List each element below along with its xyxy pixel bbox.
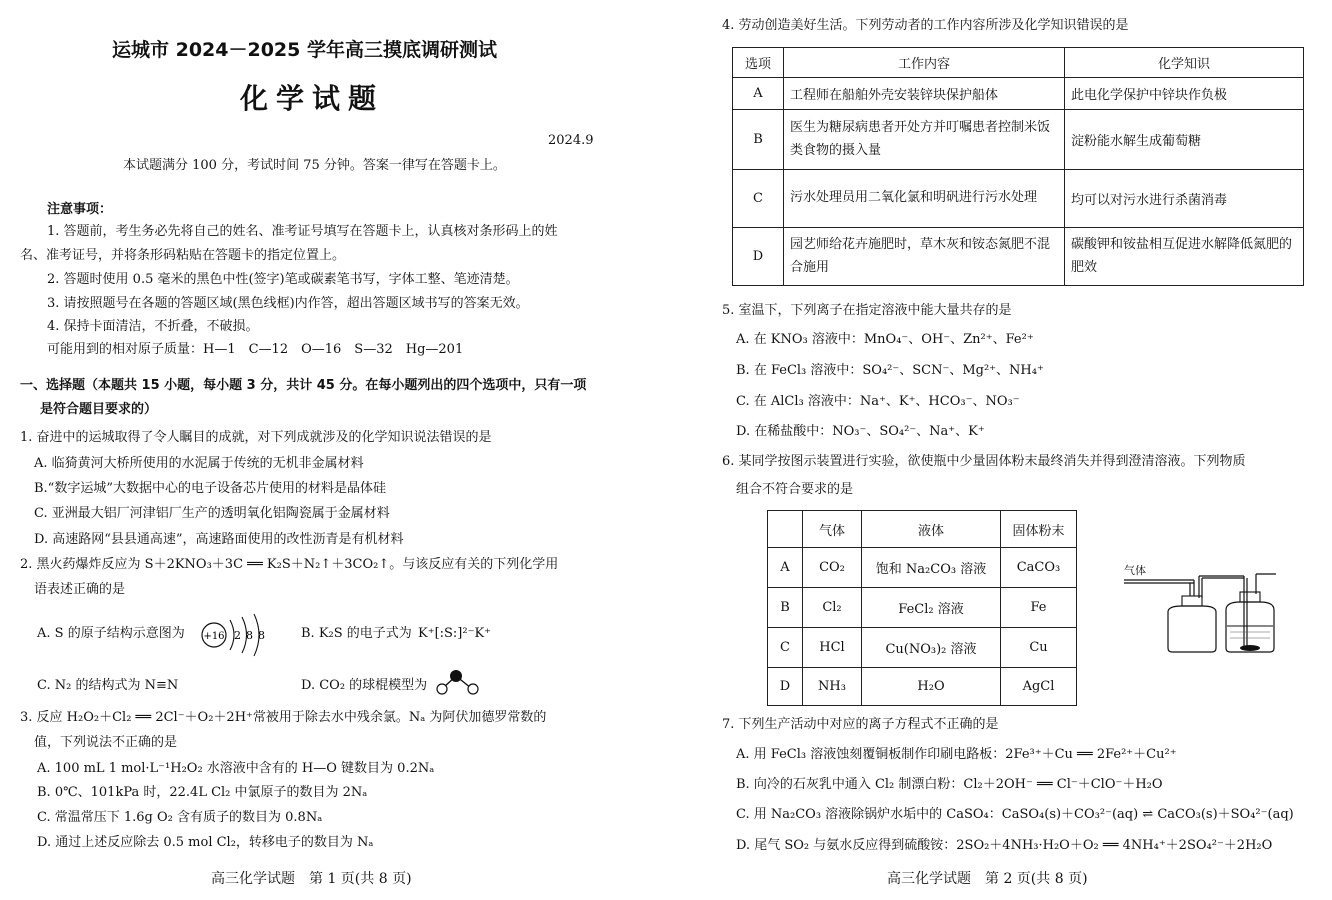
table-row bbox=[733, 78, 1304, 110]
q7-option-c: C. 用 Na₂CO₃ 溶液除锅炉水垢中的 CaSO₄：CaSO₄(s)＋CO₃²⁻(aq) ⇌ CaCO₃(s)＋SO₄²⁻(aq) bbox=[736, 807, 1294, 822]
gas-washing-apparatus-diagram bbox=[1116, 568, 1316, 668]
q5-option-d: D. 在稀盐酸中：NO₃⁻、SO₄²⁻、Na⁺、K⁺ bbox=[736, 424, 985, 439]
q4-table bbox=[732, 47, 1304, 286]
q5-stem: 5. 室温下，下列离子在指定溶液中能大量共存的是 bbox=[722, 303, 1012, 318]
q4-row-b-work: 医生为糖尿病患者开处方并叮嘱患者控制米饭类食物的摄入量 bbox=[784, 110, 1065, 170]
q6-row-d-liquid: H₂O bbox=[862, 668, 1001, 706]
exam-title: 运城市 2024－2025 学年高三摸底调研测试 bbox=[112, 39, 497, 61]
page-footer-left: 高三化学试题 第 1 页(共 8 页) bbox=[211, 871, 412, 887]
q5-option-c: C. 在 AlCl₃ 溶液中：Na⁺、K⁺、HCO₃⁻、NO₃⁻ bbox=[736, 394, 1020, 409]
q6-row-b-gas: Cl₂ bbox=[803, 588, 862, 628]
q6-header-liquid: 液体 bbox=[862, 511, 1001, 548]
q1-stem: 1. 奋进中的运城取得了令人瞩目的成就，对下列成就涉及的化学知识说法错误的是 bbox=[20, 430, 492, 445]
q4-row-c-option: C bbox=[733, 170, 784, 228]
q7-option-d: D. 尾气 SO₂ 与氨水反应得到硫酸铵：2SO₂＋4NH₃·H₂O＋O₂ ══ 4NH₄⁺＋2SO₄²⁻＋2H₂O bbox=[736, 838, 1273, 853]
q6-row-d-option: D bbox=[768, 668, 803, 706]
q4-row-d-option: D bbox=[733, 228, 784, 286]
q7-option-a: A. 用 FeCl₃ 溶液蚀刻覆铜板制作印刷电路板：2Fe³⁺＋Cu ══ 2Fe²⁺＋Cu²⁺ bbox=[736, 747, 1177, 762]
q2-stem: 2. 黑火药爆炸反应为 S＋2KNO₃＋3C ══ K₂S＋N₂↑＋3CO₂↑。与该反应有关的下列化学用 bbox=[20, 557, 559, 572]
q4-row-a-knowledge: 此电化学保护中锌块作负极 bbox=[1065, 78, 1304, 110]
q6-row-a-liquid: 饱和 Na₂CO₃ 溶液 bbox=[862, 548, 1001, 588]
q6-row-b-solid: Fe bbox=[1001, 588, 1077, 628]
q6-row-a-solid: CaCO₃ bbox=[1001, 548, 1077, 588]
q2-option-c: C. N₂ 的结构式为 N≡N bbox=[37, 678, 179, 693]
sulfur-atom-structure-diagram bbox=[198, 614, 268, 658]
co2-ball-stick-model bbox=[436, 668, 482, 698]
q6-row-d-gas: NH₃ bbox=[803, 668, 862, 706]
q4-header-option: 选项 bbox=[733, 48, 784, 78]
q4-header-knowledge: 化学知识 bbox=[1065, 48, 1304, 78]
q1-option-d: D. 高速路网“县县通高速”，高速路面使用的改性沥青是有机材料 bbox=[34, 532, 404, 547]
q6-row-b-liquid: FeCl₂ 溶液 bbox=[862, 588, 1001, 628]
q6-header-solid: 固体粉末 bbox=[1001, 511, 1077, 548]
apparatus-gas-label: 气体 bbox=[1124, 564, 1146, 577]
notes-heading: 注意事项： bbox=[47, 202, 113, 217]
q6-row-c-liquid: Cu(NO₃)₂ 溶液 bbox=[862, 628, 1001, 668]
exam-date: 2024.9 bbox=[548, 133, 594, 148]
table-row bbox=[733, 110, 1304, 170]
q4-row-a-option: A bbox=[733, 78, 784, 110]
q6-row-c-gas: HCl bbox=[803, 628, 862, 668]
q2-option-b: B. K₂S 的电子式为 bbox=[301, 626, 412, 641]
q3-option-b: B. 0℃、101kPa 时，22.4L Cl₂ 中氯原子的数目为 2Nₐ bbox=[37, 785, 368, 800]
exam-intro: 本试题满分 100 分，考试时间 75 分钟。答案一律写在答题卡上。 bbox=[123, 158, 506, 173]
table-row bbox=[768, 628, 1077, 668]
q3-option-d: D. 通过上述反应除去 0.5 mol Cl₂，转移电子的数目为 Nₐ bbox=[37, 835, 374, 850]
shell-3: 8 bbox=[258, 629, 265, 642]
q6-stem: 6. 某同学按图示装置进行实验，欲使瓶中少量固体粉末最终消失并得到澄清溶液。下列物质 bbox=[722, 454, 1246, 469]
q4-row-d-work: 园艺师给花卉施肥时，草木灰和铵态氮肥不混合施用 bbox=[784, 228, 1065, 286]
note-2: 2. 答题时使用 0.5 毫米的黑色中性(签字)笔或碳素笔书写，字体工整、笔迹清楚。 bbox=[47, 272, 519, 287]
note-4: 4. 保持卡面清洁，不折叠，不破损。 bbox=[47, 319, 259, 334]
section1-heading: 一、选择题（本题共 15 小题，每小题 3 分，共计 45 分。在每小题列出的四个选项中，只有一项 bbox=[20, 378, 587, 393]
q1-option-b: B.“数字运城”大数据中心的电子设备芯片使用的材料是晶体硅 bbox=[34, 481, 386, 496]
table-row bbox=[768, 588, 1077, 628]
q6-row-a-gas: CO₂ bbox=[803, 548, 862, 588]
q7-stem: 7. 下列生产活动中对应的离子方程式不正确的是 bbox=[722, 717, 999, 732]
q2-option-d: D. CO₂ 的球棍模型为 bbox=[301, 678, 428, 693]
q4-row-c-knowledge: 均可以对污水进行杀菌消毒 bbox=[1065, 170, 1304, 228]
q6-row-b-option: B bbox=[768, 588, 803, 628]
table-row bbox=[768, 548, 1077, 588]
q1-option-c: C. 亚洲最大铝厂河津铝厂生产的透明氧化铝陶瓷属于金属材料 bbox=[34, 506, 390, 521]
q2-option-a: A. S 的原子结构示意图为 bbox=[37, 626, 185, 641]
note-3: 3. 请按照题号在各题的答题区域(黑色线框)内作答，超出答题区域书写的答案无效。 bbox=[47, 296, 529, 311]
q7-option-b: B. 向冷的石灰乳中通入 Cl₂ 制漂白粉：Cl₂＋2OH⁻ ══ Cl⁻＋ClO⁻＋H₂O bbox=[736, 777, 1163, 792]
subject-title: 化学试题 bbox=[240, 82, 385, 115]
q4-row-d-knowledge: 碳酸钾和铵盐相互促进水解降低氮肥的肥效 bbox=[1065, 228, 1304, 286]
k2s-electron-formula: K⁺[:S:]²⁻K⁺ bbox=[418, 626, 492, 641]
q4-stem: 4. 劳动创造美好生活。下列劳动者的工作内容所涉及化学知识错误的是 bbox=[722, 18, 1129, 33]
shell-1: 2 bbox=[234, 629, 241, 642]
q2-stem-cont: 语表述正确的是 bbox=[34, 582, 126, 597]
q6-header-blank bbox=[768, 511, 803, 548]
q4-row-b-knowledge: 淀粉能水解生成葡萄糖 bbox=[1065, 110, 1304, 170]
shell-2: 8 bbox=[246, 629, 253, 642]
note-1b: 名、准考证号，并将条形码粘贴在答题卡的指定位置上。 bbox=[20, 248, 346, 263]
q5-option-b: B. 在 FeCl₃ 溶液中：SO₄²⁻、SCN⁻、Mg²⁺、NH₄⁺ bbox=[736, 363, 1044, 378]
q6-header-row bbox=[768, 511, 1077, 548]
table-row bbox=[768, 668, 1077, 706]
q6-table bbox=[767, 510, 1077, 706]
q3-stem: 3. 反应 H₂O₂＋Cl₂ ══ 2Cl⁻＋O₂＋2H⁺常被用于除去水中残余氯。Nₐ 为阿伏加德罗常数的 bbox=[20, 710, 547, 725]
q3-option-a: A. 100 mL 1 mol·L⁻¹H₂O₂ 水溶液中含有的 H—O 键数目为 0.2Nₐ bbox=[37, 761, 435, 776]
q6-row-c-option: C bbox=[768, 628, 803, 668]
q4-row-b-option: B bbox=[733, 110, 784, 170]
table-row bbox=[733, 228, 1304, 286]
q5-option-a: A. 在 KNO₃ 溶液中：MnO₄⁻、OH⁻、Zn²⁺、Fe²⁺ bbox=[736, 332, 1034, 347]
q4-header-row bbox=[733, 48, 1304, 78]
q3-option-c: C. 常温常压下 1.6g O₂ 含有质子的数目为 0.8Nₐ bbox=[37, 810, 323, 825]
page-footer-right: 高三化学试题 第 2 页(共 8 页) bbox=[887, 871, 1088, 887]
q1-option-a: A. 临猗黄河大桥所使用的水泥属于传统的无机非金属材料 bbox=[34, 456, 364, 471]
q6-header-gas: 气体 bbox=[803, 511, 862, 548]
q6-row-d-solid: AgCl bbox=[1001, 668, 1077, 706]
q6-row-a-option: A bbox=[768, 548, 803, 588]
note-1a: 1. 答题前，考生务必先将自己的姓名、准考证号填写在答题卡上，认真核对条形码上的姓 bbox=[47, 224, 558, 239]
atomic-masses: 可能用到的相对原子质量：H—1 C—12 O—16 S—32 Hg—201 bbox=[47, 342, 464, 357]
q3-stem-cont: 值，下列说法不正确的是 bbox=[34, 735, 178, 750]
q6-row-c-solid: Cu bbox=[1001, 628, 1077, 668]
page-right bbox=[666, 0, 1332, 900]
q6-stem-cont: 组合不符合要求的是 bbox=[736, 482, 854, 497]
q4-row-c-work: 污水处理员用二氧化氯和明矾进行污水处理 bbox=[784, 170, 1065, 228]
nucleus-charge: +16 bbox=[203, 631, 225, 642]
q4-header-work: 工作内容 bbox=[784, 48, 1065, 78]
section1-heading-cont: 是符合题目要求的） bbox=[40, 402, 158, 417]
table-row bbox=[733, 170, 1304, 228]
q4-row-a-work: 工程师在船舶外壳安装锌块保护船体 bbox=[784, 78, 1065, 110]
